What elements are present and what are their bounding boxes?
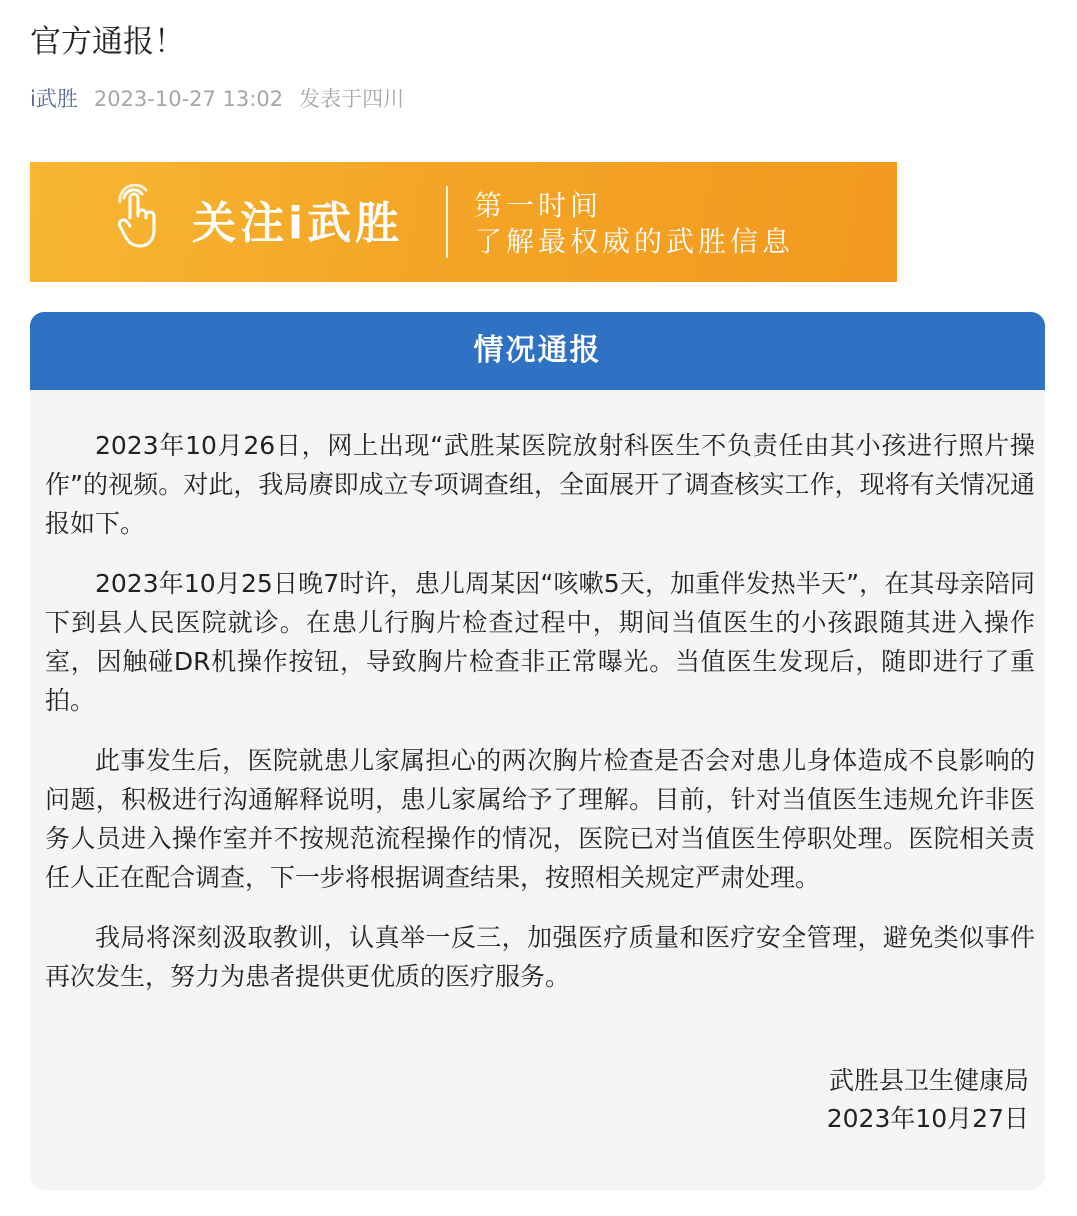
article-meta (30, 84, 404, 114)
banner-slogan-line1: 第一时间 (474, 189, 603, 222)
notice-body (45, 426, 1035, 1017)
notice-paragraph: 我局将深刻汲取教训，认真举一反三，加强医疗质量和医疗安全管理，避免类似事件再次发生，努力为患者提供更优质的医疗服务。 (45, 923, 1035, 991)
publish-date: 2023-10-27 13:02 (93, 87, 284, 111)
banner-slogan-line2: 了解最权威的武胜信息 (474, 225, 795, 258)
follow-label: 关注i武胜 (192, 198, 404, 249)
follow-banner[interactable] (30, 162, 897, 282)
notice-card (30, 312, 1045, 1190)
hand-tap-icon (116, 184, 160, 250)
publish-location: 发表于四川 (299, 87, 405, 111)
signature-date: 2023年10月27日 (826, 1104, 1029, 1133)
article-title: 官方通报！ (30, 24, 185, 60)
banner-divider (446, 186, 448, 258)
notice-header: 情况通报 (30, 312, 1045, 390)
signature-org: 武胜县卫生健康局 (828, 1066, 1029, 1095)
notice-signature (827, 1062, 1029, 1138)
notice-paragraph: 2023年10月26日，网上出现“武胜某医院放射科医生不负责任由其小孩进行照片操作”的视频。对此，我局赓即成立专项调查组，全面展开了调查核实工作，现将有关情况通报如下。 (45, 431, 1035, 538)
notice-paragraph: 2023年10月25日晚7时许，患儿周某因“咳嗽5天，加重伴发热半天”，在其母亲陪同下到县人民医院就诊。在患儿行胸片检查过程中，期间当值医生的小孩跟随其进入操作室，因触碰DR机操作按钮，导致胸片检查非正常曝光。当值医生发现后，随即进行了重拍。 (45, 569, 1035, 715)
notice-paragraph: 此事发生后，医院就患儿家属担心的两次胸片检查是否会对患儿身体造成不良影响的问题，积极进行沟通解释说明，患儿家属给予了理解。目前，针对当值医生违规允许非医务人员进入操作室并不按规范流程操作的情况，医院已对当值医生停职处理。医院相关责任人正在配合调查，下一步将根据调查结果，按照相关规定严肃处理。 (45, 746, 1035, 892)
author-link[interactable]: i武胜 (30, 87, 78, 111)
